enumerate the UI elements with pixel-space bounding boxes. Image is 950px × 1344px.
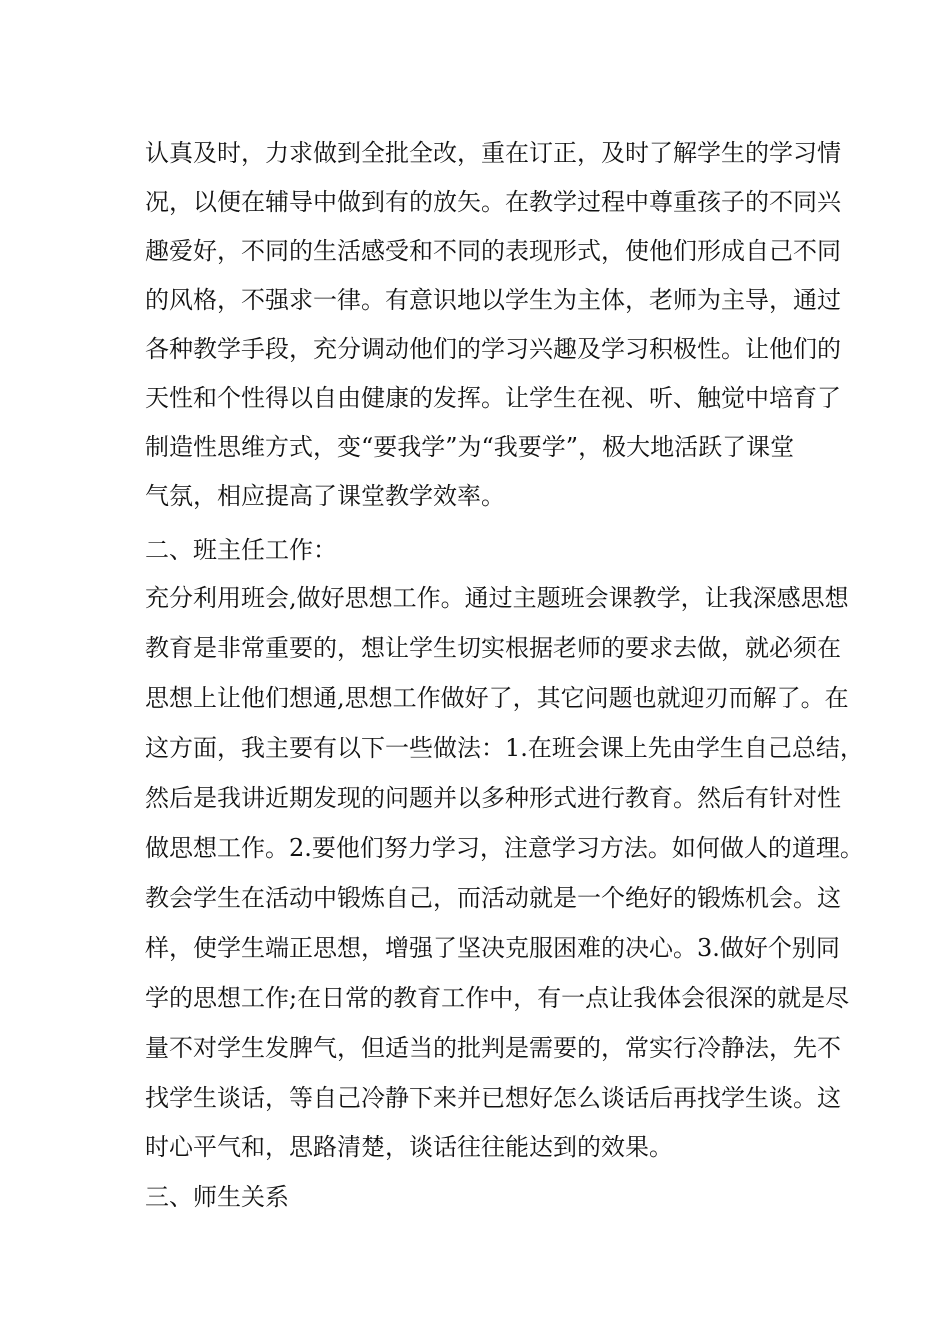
text-line: 样，使学生端正思想，增强了坚决克服困难的决心。3.做好个别同 xyxy=(145,934,840,962)
section-heading: 二、班主任工作： xyxy=(145,536,337,564)
text-line: 做思想工作。2.要他们努力学习，注意学习方法。如何做人的道理。 xyxy=(145,834,864,862)
text-line: 学的思想工作;在日常的教育工作中，有一点让我体会很深的就是尽 xyxy=(145,984,850,1012)
text-line: 制造性思维方式，变“要我学”为“我要学”，极大地活跃了课堂 xyxy=(145,433,795,461)
text-line: 趣爱好，不同的生活感受和不同的表现形式，使他们形成自己不同 xyxy=(145,237,841,265)
text-line: 气氛，相应提高了课堂教学效率。 xyxy=(145,482,505,510)
text-line: 充分利用班会,做好思想工作。通过主题班会课教学，让我深感思想 xyxy=(145,584,849,612)
text-line: 的风格，不强求一律。有意识地以学生为主体，老师为主导，通过 xyxy=(145,286,841,314)
text-line: 量不对学生发脾气，但适当的批判是需要的，常实行冷静法，先不 xyxy=(145,1034,841,1062)
text-line: 天性和个性得以自由健康的发挥。让学生在视、听、触觉中培育了 xyxy=(145,384,841,412)
text-line: 然后是我讲近期发现的问题并以多种形式进行教育。然后有针对性 xyxy=(145,784,841,812)
text-line: 教育是非常重要的，想让学生切实根据老师的要求去做，就必须在 xyxy=(145,634,841,662)
section-heading: 三、师生关系 xyxy=(145,1183,289,1211)
text-line: 况，以便在辅导中做到有的放矢。在教学过程中尊重孩子的不同兴 xyxy=(145,188,841,216)
text-line: 教会学生在活动中锻炼自己，而活动就是一个绝好的锻炼机会。这 xyxy=(145,884,841,912)
text-line: 思想上让他们想通,思想工作做好了，其它问题也就迎刃而解了。在 xyxy=(145,684,849,712)
text-line: 这方面，我主要有以下一些做法：1.在班会课上先由学生自己总结， xyxy=(145,734,864,762)
text-line: 时心平气和，思路清楚，谈话往往能达到的效果。 xyxy=(145,1133,673,1161)
text-line: 各种教学手段，充分调动他们的学习兴趣及学习积极性。让他们的 xyxy=(145,335,841,363)
text-line: 找学生谈话，等自己冷静下来并已想好怎么谈话后再找学生谈。这 xyxy=(145,1084,841,1112)
text-line: 认真及时，力求做到全批全改，重在订正，及时了解学生的学习情 xyxy=(145,139,841,167)
